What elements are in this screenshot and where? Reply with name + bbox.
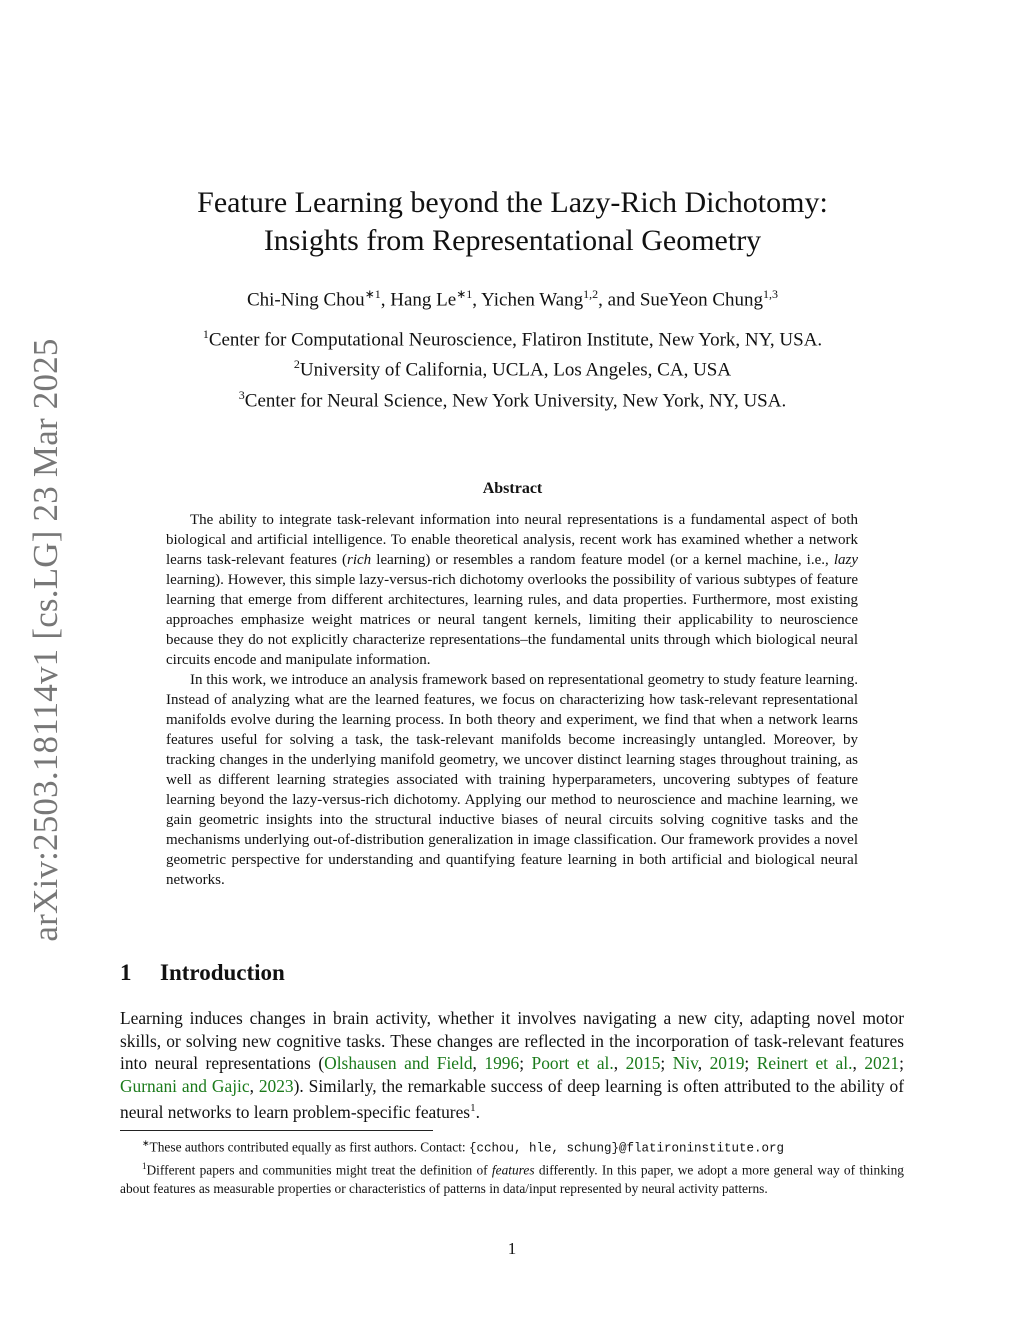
abstract-heading: Abstract [482, 480, 543, 497]
citation-link[interactable]: 2015 [625, 1053, 661, 1073]
citation-link[interactable]: 1996 [484, 1053, 520, 1073]
author-list: Chi-Ning Chou$^{∗1}$, Hang $Le^{∗1}$, Yichen Wang$^{1,2}$, and SueYeon Chung$^{1,3}$ [246, 287, 779, 311]
citation-link[interactable]: Niv [672, 1053, 698, 1073]
author-name: Hang Le [390, 289, 457, 311]
author-mark: ∗1 [456, 287, 473, 301]
section-number: 1 [120, 960, 132, 985]
section-title: Introduction [160, 960, 285, 985]
author-mark: ∗1 [364, 287, 381, 301]
author-name: SueYeon Chung [639, 289, 764, 311]
abstract-paragraph: In this work, we introduce an analysis framework based on representational geometry to study feature learning. Instead of analyzing what are the learned features, we focus on characterizing how task-relevant representational manifolds evolve during the learning process. In both theory and experiment, we find that when a network learns features useful for solving a task, the task-relevant manifolds become increasingly untangled. Moreover, by tracking changes in the underlying manifold geometry, we uncover distinct learning stages throughout training, as well as different learning strategies associated with training hyperparameters, uncovering subtypes of feature learning beyond the lazy-versus-rich dichotomy. Applying our method to neuroscience and machine learning, we gain geometric insights into the structural inductive biases of neural circuits solving cognitive tasks and the mechanisms underlying out-of-distribution generalization in image classification. Our framework provides a novel geometric perspective for understanding and quantifying feature learning in both artificial and biological neural networks. [166, 672, 858, 888]
footnote-equal-contribution: ∗These authors contributed equally as first authors. Contact: {cchou, hle, schung}@flatironinstitute.org [142, 1138, 785, 1156]
title-line-2: Insights from Representational Geometry [263, 224, 762, 257]
arxiv-side-stamp: arXiv:2503.18114v1 [cs.LG] 23 Mar 2025 [26, 338, 65, 942]
citation-link[interactable]: Reinert et al. [756, 1053, 853, 1073]
citation-link[interactable]: Poort et al. [531, 1053, 614, 1073]
paper-title [120, 184, 905, 260]
intro-paragraph: Learning induces changes in brain activity, whether it involves navigating a new city, adapting novel motor skills, or solving new cognitive tasks. These changes are reflected in the incorporation of task-relevant features into neural representations (Olshausen and Field, 1996; Poort et al., 2015; Niv, 2019; Reinert et al., 2021; Gurnani and Gajic, 2023). Similarly, the remarkable success of deep learning is often attributed to the ability of neural networks to learn problem-specific features$^1$. [120, 1008, 904, 1122]
title-line-1: Feature Learning beyond the Lazy-Rich Dichotomy: [197, 186, 828, 219]
citation-link[interactable]: Olshausen and Field [324, 1053, 473, 1073]
footnote-rule [120, 1130, 433, 1131]
citation-link[interactable]: 2021 [864, 1053, 900, 1073]
author-mark: 1,2 [583, 287, 599, 301]
abstract-body [166, 510, 858, 890]
citation-link[interactable]: 2019 [709, 1053, 745, 1073]
affiliation: $^3$Center for Neural Science, New York University, New York, NY, USA. [238, 387, 787, 411]
page-number: 1 [507, 1239, 517, 1258]
affiliations [120, 322, 905, 413]
affiliation: $^2$University of California, UCLA, Los Angeles, CA, USA [293, 357, 732, 381]
citation-link[interactable]: 2023 [258, 1075, 294, 1096]
citation-link[interactable]: Gurnani and Gajic [120, 1075, 250, 1096]
footnote-marker[interactable]: 1 [470, 1102, 476, 1114]
footnote-1: $^1$Different papers and communities might treat the definition of features differently. In this paper, we adopt a more general way of thinking about features as measurable properties or characteristics of patterns in data/input represented by neural activity patterns. [120, 1161, 905, 1196]
author-name: Yichen Wang [481, 289, 584, 311]
author-mark: 1,3 [763, 287, 779, 301]
contact-email: {cchou, hle, schung}@flatironinstitute.org [468, 1141, 785, 1156]
footnotes [120, 1134, 904, 1198]
abstract-paragraph: The ability to integrate task-relevant information into neural representations is a fundamental aspect of both biological and artificial intelligence. To enable theoretical analysis, recent work has examined whether a network learns task-relevant features (rich learning) or resembles a random feature model (or a kernel machine, i.e., lazy learning). However, this simple lazy-versus-rich dichotomy overlooks the possibility of various subtypes of feature learning that emerge from different architectures, learning rules, and data properties. Furthermore, most existing approaches emphasize weight matrices or neural tangent kernels, limiting their applicability to neuroscience because they do not explicitly characterize representations–the fundamental units through which biological neural circuits encode and manipulate information. [166, 512, 858, 668]
section-heading [120, 960, 285, 986]
author-name: Chi-Ning Chou [246, 289, 365, 311]
affiliation: $^1$Center for Computational Neuroscience, Flatiron Institute, New York, NY, USA. [202, 327, 823, 351]
